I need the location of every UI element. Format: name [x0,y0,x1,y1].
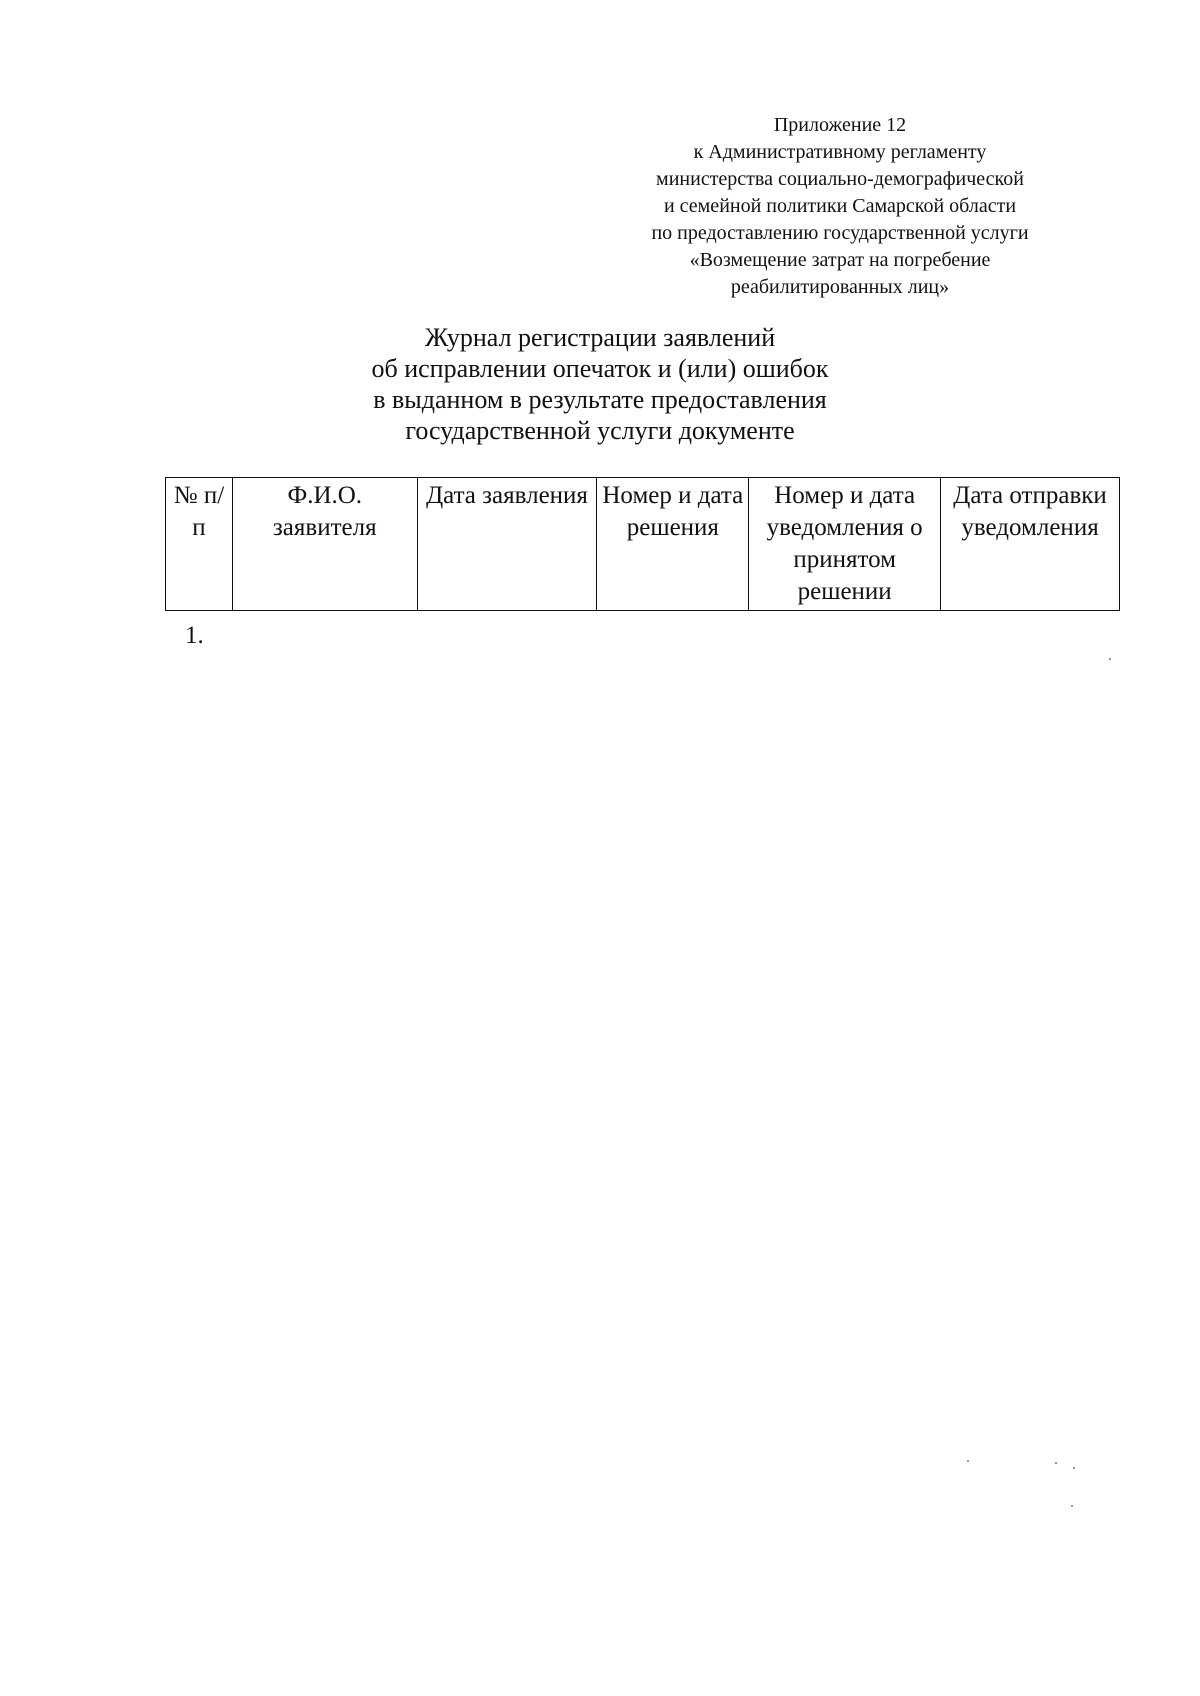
appendix-line: по предоставлению государственной услуги [651,222,1029,244]
header-cell-applicant-name: Ф.И.О. заявителя [232,478,417,611]
appendix-block [640,112,1040,301]
header-cell-notification-number-date: Номер и дата уведомления о принятом решении [749,478,941,611]
appendix-line: к Административному регламенту [693,141,987,163]
journal-table [165,477,1120,611]
document-title [300,322,900,446]
appendix-line: реабилитированных лиц» [730,276,950,298]
table-header-row [166,478,1120,611]
title-line: государственной услуги документе [405,416,795,445]
header-cell-number: № п/п [166,478,233,611]
header-cell-application-date: Дата заявления [417,478,597,611]
header-cell-notification-send-date: Дата отправки уведомления [941,478,1120,611]
appendix-line: «Возмещение затрат на погребение [689,249,991,271]
scan-speck [1055,1462,1057,1464]
scan-speck [1071,1505,1073,1507]
appendix-line: Приложение 12 [773,114,907,136]
title-line: об исправлении опечаток и (или) ошибок [371,354,829,383]
scan-speck [967,1460,969,1462]
scan-speck [1109,658,1111,660]
appendix-line: министерства социально-демографической [656,168,1024,190]
scan-speck [1073,1467,1075,1469]
title-line: Журнал регистрации заявлений [424,323,776,352]
appendix-line: и семейной политики Самарской области [663,195,1017,217]
header-cell-decision-number-date: Номер и дата решения [597,478,749,611]
title-line: в выданном в результате предоставления [373,385,827,414]
table-row-number: 1. [185,622,204,649]
